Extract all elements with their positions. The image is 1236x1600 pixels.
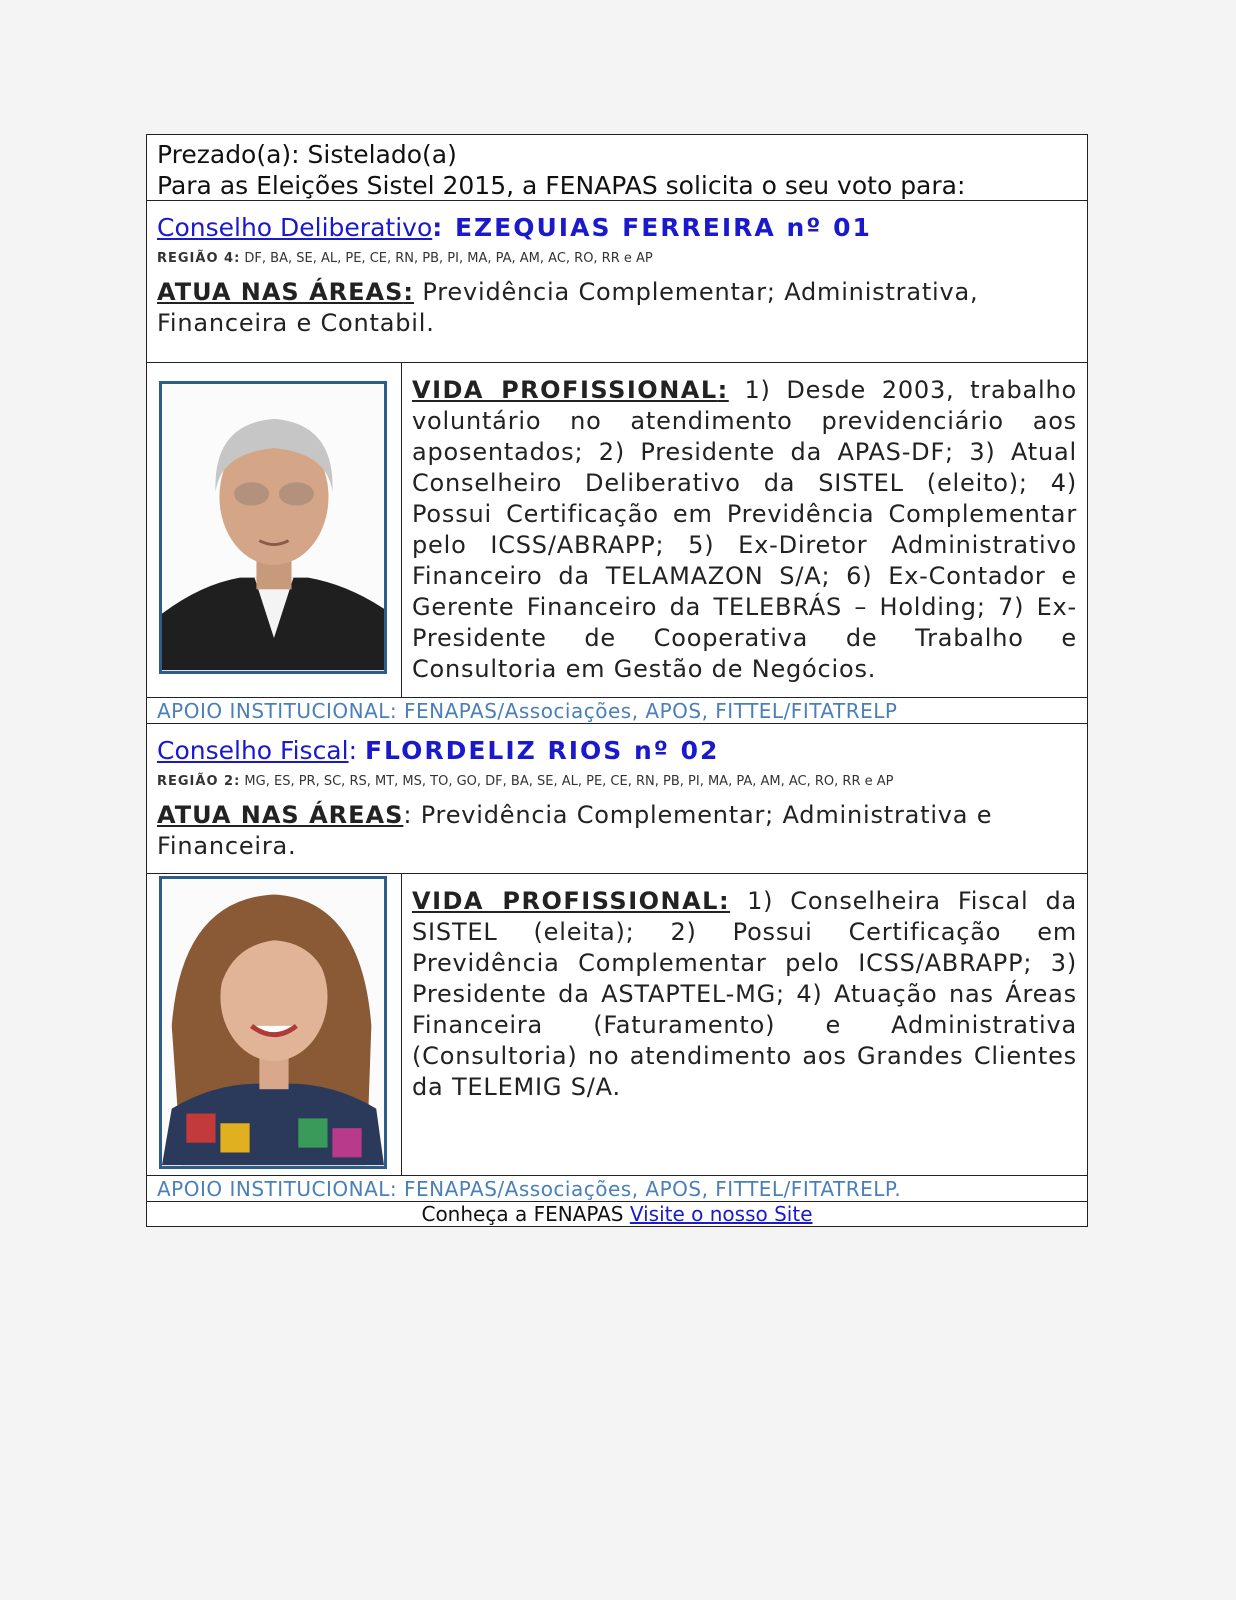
visit-site-link[interactable]: Visite o nosso Site: [629, 1202, 813, 1226]
areas-label: ATUA NAS ÁREAS: [157, 278, 404, 306]
areas-line: ATUA NAS ÁREAS: Previdência Complementar; Administrativa e Financeira.: [157, 801, 993, 860]
apoio-institucional: APOIO INSTITUCIONAL: FENAPAS/Associações, APOS, FITTEL/FITATRELP: [147, 698, 1087, 724]
council-title: Conselho Fiscal: FLORDELIZ RIOS nº 02: [157, 736, 720, 765]
areas-text: Previdência Complementar; Administrativa, Financeira e Contabil.: [157, 278, 979, 337]
region-line: [157, 772, 1077, 792]
candidate-profile: [147, 874, 1087, 1176]
council-fiscal-link[interactable]: Conselho Fiscal: [157, 736, 349, 765]
council-fiscal-header: [147, 724, 1087, 874]
candidate-photo: [159, 381, 387, 674]
region-line: [157, 249, 1077, 269]
vida-text: 1) Desde 2003, trabalho voluntário no atendimento previdenciário aos aposentados; 2) Presidente da APAS-DF; 3) Atual Conselheiro Deliberativo da SISTEL (eleito); 4) Possui Certificação em Previdência Complementar pelo ICSS/ABRAPP; 5) Ex-Diretor Administrativo Financeiro da TELAMAZON S/A; 6) Ex-Contador e Gerente Financeiro da TELEBRÁS – Holding; 7) Ex-Presidente de Cooperativa de Trabalho e Consultoria em Gestão de Negócios.: [412, 376, 1078, 683]
region-states: DF, BA, SE, AL, PE, CE, RN, PB, PI, MA, PA, AM, AC, RO, RR e AP: [244, 251, 653, 266]
candidate-name: EZEQUIAS FERREIRA nº 01: [454, 213, 872, 242]
vida-profissional: VIDA PROFISSIONAL: 1) Desde 2003, trabalho voluntário no atendimento previdenciário aos aposentados; 2) Presidente da APAS-DF; 3) Atual Conselheiro Deliberativo da SISTEL (eleito); 4) Possui Certificação em Previdência Complementar pelo ICSS/ABRAPP; 5) Ex-Diretor Administrativo Financeiro da TELAMAZON S/A; 6) Ex-Contador e Gerente Financeiro da TELEBRÁS – Holding; 7) Ex-Presidente de Cooperativa de Trabalho e Consultoria em Gestão de Negócios.: [412, 376, 1078, 683]
footer-text: Conheça a FENAPAS: [421, 1202, 624, 1226]
region-label: REGIÃO 4:: [157, 251, 241, 266]
photo-cell: [147, 363, 402, 697]
region-states: MG, ES, PR, SC, RS, MT, MS, TO, GO, DF, BA, SE, AL, PE, CE, RN, PB, PI, MA, PA, AM, AC, RO, RR e AP: [244, 774, 894, 789]
vida-label: VIDA PROFISSIONAL: [412, 887, 719, 915]
council-title: Conselho Deliberativo: EZEQUIAS FERREIRA nº 01: [157, 213, 872, 242]
photo-cell: [147, 874, 402, 1175]
candidate-profile: [147, 363, 1087, 698]
areas-line: ATUA NAS ÁREAS: Previdência Complementar; Administrativa, Financeira e Contabil.: [157, 278, 979, 337]
apoio-institucional: APOIO INSTITUCIONAL: FENAPAS/Associações, APOS, FITTEL/FITATRELP.: [147, 1176, 1087, 1202]
intro-text: Para as Eleições Sistel 2015, a FENAPAS solicita o seu voto para:: [157, 171, 966, 200]
candidate-photo: [159, 876, 387, 1169]
vida-text: 1) Conselheira Fiscal da SISTEL (eleita); 2) Possui Certificação em Previdência Complementar pelo ICSS/ABRAPP; 3) Presidente da ASTAPTEL-MG; 4) Atuação nas Áreas Financeira (Faturamento) e Administrativa (Consultoria) no atendimento aos Grandes Clientes da TELEMIG S/A.: [412, 887, 1077, 1101]
region-label: REGIÃO 2:: [157, 774, 241, 789]
footer: [147, 1202, 1087, 1226]
candidate-name: FLORDELIZ RIOS nº 02: [364, 736, 720, 765]
vida-label: VIDA PROFISSIONAL: [412, 376, 718, 404]
greeting: Prezado(a): Sistelado(a): [157, 140, 457, 169]
intro-section: [147, 135, 1087, 201]
areas-text: Previdência Complementar; Administrativa e Financeira.: [157, 801, 993, 860]
council-deliberativo-link[interactable]: Conselho Deliberativo: [157, 213, 433, 242]
ballot-sheet: [146, 134, 1088, 1227]
vida-profissional: VIDA PROFISSIONAL: 1) Conselheira Fiscal da SISTEL (eleita); 2) Possui Certificação em Previdência Complementar pelo ICSS/ABRAPP; 3) Presidente da ASTAPTEL-MG; 4) Atuação nas Áreas Financeira (Faturamento) e Administrativa (Consultoria) no atendimento aos Grandes Clientes da TELEMIG S/A.: [412, 887, 1077, 1101]
council-deliberativo-header: [147, 201, 1087, 363]
areas-label: ATUA NAS ÁREAS: [157, 801, 404, 829]
